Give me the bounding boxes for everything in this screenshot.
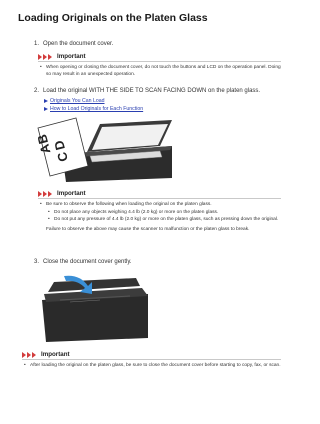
letter-c: C [54,150,71,164]
link-originals-you-can-load[interactable]: Originals You Can Load [50,98,105,104]
step-number: 2. [34,88,40,94]
step-1 [34,41,113,47]
letter-d: D [51,138,68,152]
important-sub-bullet: • Do not place any objects weighing 4.4 lb (2.0 kg) or more on the platen glass. [38,209,281,216]
important-note: Failure to observe the above may cause the scanner to malfunction or the platen glass to break. [46,226,250,232]
important-bullet: • Be sure to observe the following when loading the original on the platen glass. [38,201,281,208]
page-title: Loading Originals on the Platen Glass [18,12,208,24]
important-sub-bullet: • Do not put any pressure of 4.4 lb (2.0 kg) or more on the platen glass, such as pressing down the original. [38,216,281,223]
important-chevrons-icon [38,54,54,60]
divider [38,61,281,62]
step-text: Open the document cover. [43,41,114,47]
link-how-to-load-originals[interactable]: How to Load Originals for Each Function [50,106,144,112]
link-arrow-icon [44,99,48,103]
important-heading: Important [22,350,281,359]
letter-b: B [34,132,51,146]
important-heading: Important [38,52,281,61]
divider [38,198,281,199]
step-number: 1. [34,41,40,47]
letter-a: A [36,142,54,156]
important-chevrons-icon [22,352,38,358]
step-number: 3. [34,259,40,265]
important-box-2 [38,189,281,233]
link-arrow-icon [44,107,48,111]
divider [22,359,281,360]
step-text: Load the original WITH THE SIDE TO SCAN FACING DOWN on the platen glass. [43,88,261,94]
step-text: Close the document cover gently. [43,259,132,265]
important-heading: Important [38,189,281,198]
important-chevrons-icon [38,191,54,197]
important-bullet: • When opening or closing the document cover, do not touch the buttons and LCD on the operation panel. Doing so may result in an unexpected operation. [38,64,281,78]
important-box-3 [22,350,281,369]
figure-close-cover [40,272,150,344]
important-box-1 [38,52,281,78]
important-bullet: • After loading the original on the platen glass, be sure to close the document cover before starting to copy, fax, or scan. [22,362,281,369]
step-2 [34,88,284,94]
step-3 [34,259,132,265]
